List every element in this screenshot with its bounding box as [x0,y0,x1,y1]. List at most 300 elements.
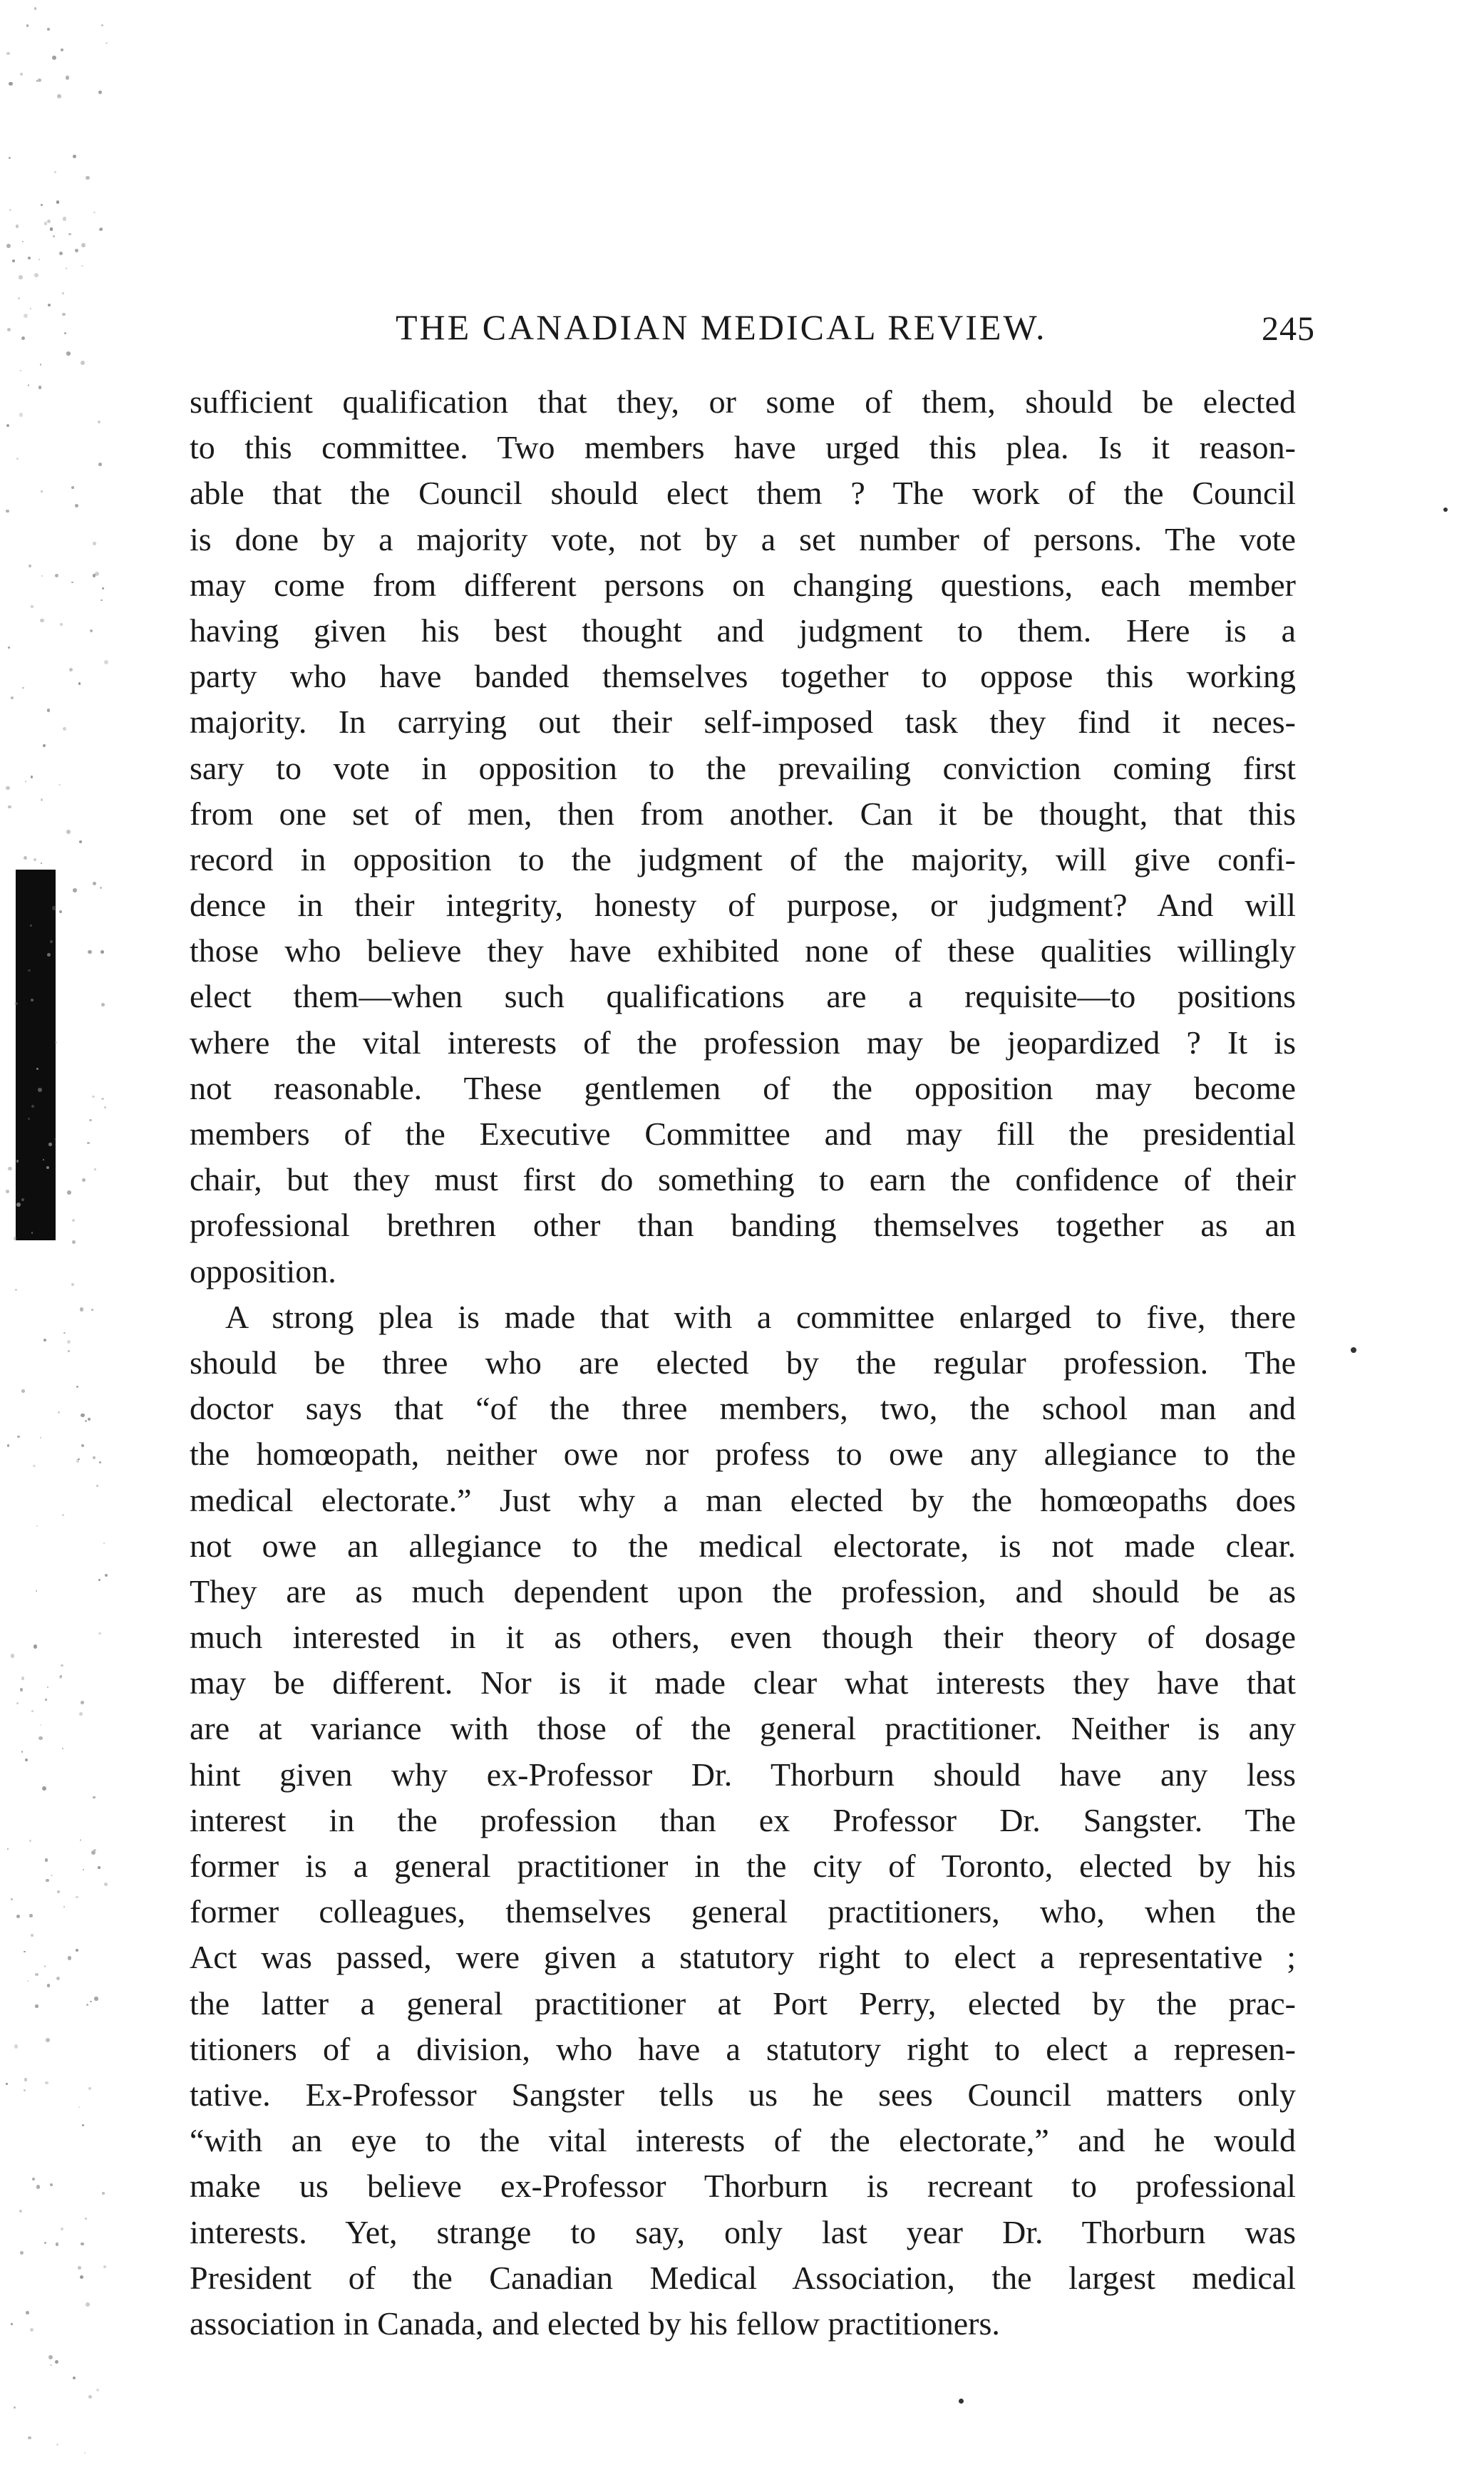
scan-speck [34,273,38,277]
scan-speck [56,1977,60,1980]
scan-speck [72,1219,75,1222]
text-line: elect them—when such qualifications are a requisite—to positions [190,978,1296,1015]
scan-speck [29,1840,31,1842]
scan-speck [68,233,71,235]
scan-speck [9,209,11,211]
text-line: sary to vote in opposition to the prevailing conviction coming first [190,749,1296,786]
scan-speck [66,76,69,79]
scan-speck [104,1883,108,1886]
scan-speck [35,2004,38,2007]
text-line: able that the Council should elect them ? The work of the Council [190,475,1296,512]
scan-speck [81,1414,84,1417]
scan-speck [98,1632,101,1635]
scan-speck [26,24,29,26]
scan-speck [57,1890,60,1893]
scan-speck [56,2243,59,2246]
scan-speck [21,1389,25,1393]
scan-speck [98,1579,101,1581]
scan-speck [57,94,61,98]
scan-speck [8,647,10,649]
scan-speck [28,2436,31,2440]
text-line: record in opposition to the judgment of the majority, will give confi- [190,840,1296,877]
text-line: to this committee. Two members have urged this plea. Is it reason- [190,429,1296,466]
scan-speck [9,82,12,86]
scan-speck [92,1096,95,1098]
scan-speck [73,888,77,892]
scan-speck [60,623,63,626]
scan-speck [14,1002,17,1005]
scan-speck [40,619,44,623]
scan-speck [55,574,58,577]
scan-speck [100,887,102,889]
scan-speck [98,91,102,94]
scan-speck [6,1190,9,1193]
scan-speck [46,1879,48,1882]
scan-speck [48,1143,51,1145]
scan-speck [25,1759,28,1761]
scan-speck [46,2038,50,2042]
stray-mark [1443,508,1448,512]
scan-speck [104,660,108,664]
scan-speck [52,56,56,60]
scan-speck [85,2218,87,2220]
scan-speck [91,1309,93,1311]
scan-speck [62,1748,63,1749]
scan-speck [41,798,43,800]
scan-speck [71,1283,74,1286]
scan-speck [21,1677,25,1680]
scan-speck [41,863,42,864]
scan-speck [44,222,47,225]
scan-margin-noise [0,0,121,2487]
scan-speck [36,1525,38,1527]
scan-speck [94,1997,98,2000]
scan-speck [12,259,15,262]
scan-speck [98,1866,101,1869]
scan-speck [93,1849,96,1851]
scan-speck [31,999,34,1002]
scan-speck [55,1041,56,1043]
scan-speck [50,227,53,230]
scan-speck [26,2311,30,2315]
scan-speck [48,2355,53,2359]
text-line: the homœopath, neither owe nor profess to owe any allegiance to the [190,1436,1296,1473]
scan-speck [47,220,51,223]
scan-speck [31,1934,34,1937]
scan-speck [16,1203,21,1207]
scan-speck [105,1574,108,1577]
scan-speck [42,1786,46,1791]
text-line: is done by a majority vote, not by a set number of persons. The vote [190,520,1296,557]
scan-speck [53,235,55,237]
text-line: may come from different persons on changing questions, each member [190,566,1296,603]
scan-speck [98,421,101,423]
scan-speck [66,267,68,269]
scan-speck [16,1702,19,1704]
scan-speck [66,351,71,356]
scan-speck [85,1420,87,1422]
scan-speck [86,176,90,180]
scan-speck [62,1514,64,1516]
page-header [396,307,1315,349]
scan-speck [7,328,11,331]
scan-speck [81,265,83,267]
scan-speck [11,1898,13,1900]
scan-speck [40,364,41,365]
scan-speck [30,2328,34,2332]
scan-speck [61,1664,63,1667]
scan-speck [48,304,51,307]
text-line: interest in the profession than ex Professor Dr. Sangster. The [190,1801,1296,1838]
scan-speck [93,212,95,213]
scan-speck [79,1712,83,1716]
scan-speck [50,2183,53,2186]
scan-speck [25,781,26,782]
text-line: President of the Canadian Medical Association, the largest medical [190,2259,1296,2296]
scan-speck [8,1167,11,1170]
scan-speck [76,1949,78,1952]
scan-speck [29,1914,33,1917]
scan-speck [36,2185,41,2189]
text-line: titioners of a division, who have a statutory right to elect a represen- [190,2030,1296,2067]
scan-speck [101,1003,105,1006]
scan-speck [32,2178,35,2180]
scan-speck [7,1444,10,1447]
scan-speck [45,1699,47,1701]
scan-speck [89,1119,92,1122]
scan-speck [66,830,71,834]
scan-speck [86,2302,90,2307]
scan-speck [31,1710,34,1712]
scan-speck [52,906,56,910]
text-line: “with an eye to the vital interests of the electorate,” and he would [190,2122,1296,2159]
scan-speck [103,2265,106,2268]
scan-speck [45,1858,48,1862]
running-head: THE CANADIAN MEDICAL REVIEW. [396,307,1047,347]
scan-speck [63,1332,66,1334]
scan-speck [9,157,11,159]
scan-speck [76,1896,78,1899]
text-line: medical electorate.” Just why a man elected by the homœopaths does [190,1481,1296,1518]
scan-speck [78,2266,81,2270]
scan-speck [59,252,63,255]
text-line: should be three who are elected by the regular profession. The [190,1344,1296,1381]
scan-speck [16,458,18,459]
scan-speck [15,1289,18,1292]
scan-speck [22,687,24,689]
text-line: interests. Yet, strange to say, only last year Dr. Thorburn was [190,2213,1296,2250]
scan-speck [68,1956,72,1960]
scan-speck [50,2364,51,2366]
scan-speck [44,2242,46,2244]
scan-speck [87,1142,89,1144]
binding-shadow [16,870,56,1240]
scan-speck [96,1485,98,1487]
scan-speck [101,950,105,954]
scan-speck [14,2406,16,2409]
scan-speck [28,969,31,972]
scan-speck [81,2243,83,2245]
scan-speck [86,2004,88,2006]
scan-speck [93,1796,96,1799]
stray-mark [959,2399,964,2404]
scan-speck [19,2210,22,2213]
text-line: dence in their integrity, honesty of purpose, or judgment? And will [190,887,1296,924]
text-line: A strong plea is made that with a committee enlarged to five, there [225,1298,1296,1335]
scan-speck [45,2081,48,2085]
scan-speck [31,776,34,778]
scan-speck [76,1386,78,1388]
scan-speck [80,1839,81,1840]
text-line: chair, but they must first do something to earn the confidence of their [190,1161,1296,1198]
scan-speck [14,2044,19,2049]
scan-speck [22,241,24,242]
scan-speck [64,332,66,334]
scan-speck [6,2083,8,2085]
scan-speck [54,171,56,173]
scan-speck [38,78,41,82]
scan-speck [62,292,65,295]
text-line: are at variance with those of the general practitioner. Neither is any [190,1710,1296,1747]
text-line: former colleagues, themselves general practitioners, who, when the [190,1893,1296,1930]
scan-speck [55,2360,58,2364]
scan-speck [33,1465,36,1468]
text-line: those who believe they have exhibited none of these qualities willingly [190,932,1296,969]
scan-speck [82,2124,84,2126]
scan-speck [61,2228,63,2230]
scan-speck [88,1418,91,1421]
scan-speck [69,668,73,671]
scan-speck [88,2087,91,2090]
scan-speck [71,486,75,490]
scan-speck [63,217,67,221]
text-line: association in Canada, and elected by his fellow practitioners. [190,2305,1000,2342]
scan-speck [24,1951,26,1953]
scan-speck [43,744,46,748]
scan-speck [93,1456,96,1459]
scan-speck [50,940,53,943]
text-line: Act was passed, were given a statutory right to elect a representative ; [190,1939,1296,1976]
scan-speck [84,2452,86,2453]
text-line: the latter a general practitioner at Port Perry, elected by the prac- [190,1984,1296,2022]
scan-speck [41,204,43,206]
scan-speck [101,1098,103,1100]
scan-speck [38,1736,43,1741]
scan-speck [101,599,103,602]
scan-speck [47,1687,48,1688]
scan-speck [11,2323,13,2325]
scan-speck [41,490,43,493]
text-line: from one set of men, then from another. Can it be thought, that this [190,795,1296,832]
article-body [190,379,1296,2347]
scan-speck [79,840,82,843]
scan-speck [19,413,23,416]
text-line: may be different. Nor is it made clear what interests they have that [190,1664,1296,1701]
scan-speck [21,1198,24,1201]
text-line: professional brethren other than banding themselves together as an [190,1207,1296,1244]
scan-speck [20,2251,24,2255]
scan-speck [34,7,37,10]
scan-speck [93,542,96,545]
scan-speck [27,1980,29,1982]
scan-speck [16,225,19,227]
scan-speck [43,1159,44,1160]
scan-speck [6,244,11,248]
paragraph [190,1294,1296,2347]
scan-speck [6,424,9,427]
scan-speck [78,2106,81,2108]
text-line: having given his best thought and judgment to them. Here is a [190,612,1296,649]
scan-speck [21,1751,23,1752]
scan-speck [30,308,31,309]
scan-speck [38,386,41,388]
scan-speck [81,243,86,247]
scan-speck [81,1701,84,1704]
scan-speck [58,1411,60,1414]
scan-speck [19,275,23,279]
scan-speck [31,605,33,607]
text-line: not owe an allegiance to the medical electorate, is not made clear. [190,1527,1296,1564]
scan-speck [6,786,10,791]
scan-speck [101,24,103,26]
scan-speck [71,582,73,584]
scan-speck [41,575,43,577]
scan-speck [8,805,11,808]
scan-speck [99,228,103,232]
text-line: not reasonable. These gentlemen of the opposition may become [190,1069,1296,1106]
scan-speck [94,1168,96,1170]
scan-speck [54,1138,56,1140]
scan-speck [24,2078,27,2081]
scan-speck [62,313,65,316]
text-line: tative. Ex-Professor Sangster tells us he sees Council matters only [190,2076,1296,2113]
scan-speck [76,1459,79,1462]
text-line: members of the Executive Committee and may fill the presidential [190,1116,1296,1152]
scan-speck [90,2001,91,2002]
scan-speck [73,2377,76,2379]
scan-speck [102,587,104,589]
scan-speck [103,1543,105,1544]
scan-speck [46,1166,49,1169]
scan-speck [24,2089,26,2091]
scan-speck [51,1875,52,1876]
scan-speck [72,1240,76,1244]
scan-speck [67,1190,71,1195]
text-line: party who have banded themselves together to oppose this working [190,658,1296,695]
scan-speck [11,1654,15,1658]
scan-speck [17,1436,20,1438]
scan-speck [81,361,85,365]
scan-speck [28,384,29,386]
scan-speck [21,336,25,340]
scan-speck [88,2395,92,2399]
scan-speck [24,856,27,860]
stray-mark [1351,1347,1356,1353]
scan-speck [75,504,78,508]
text-line: make us believe ex-Professor Thorburn is recreant to professional [190,2168,1296,2205]
scan-speck [28,1118,30,1120]
text-line: sufficient qualification that they, or some of them, should be elected [190,383,1296,420]
scan-speck [56,200,58,202]
scan-speck [6,52,10,56]
scan-speck [20,1688,23,1691]
scan-speck [80,1307,83,1311]
scan-speck [61,48,63,51]
scan-speck [47,1984,50,1987]
scan-speck [75,249,78,252]
text-line: They are as much dependent upon the profession, and should be as [190,1572,1296,1610]
scan-speck [6,510,9,513]
scan-speck [36,1590,38,1592]
scan-speck [98,463,102,466]
scan-speck [95,572,99,576]
scan-speck [81,1444,84,1447]
text-line: where the vital interests of the profession may be jeopardized ? It is [190,1024,1296,1061]
scan-speck [47,28,50,31]
scan-speck [20,370,21,371]
text-line: opposition. [190,1252,336,1289]
scan-speck [83,1869,85,1871]
scan-speck [73,155,76,158]
scan-speck [56,2444,58,2446]
scan-speck [99,1461,101,1463]
text-line: hint given why ex-Professor Dr. Thorburn should have any less [190,1756,1296,1793]
scan-speck [44,1965,46,1967]
scan-speck [68,1350,70,1352]
scan-speck [24,314,28,318]
scan-speck [14,1237,17,1240]
scan-speck [58,784,61,786]
scan-speck [88,950,91,954]
paragraph [190,379,1296,1294]
scan-speck [38,259,40,260]
scan-speck [67,1340,71,1344]
scan-speck [93,882,96,885]
scan-speck [59,910,62,913]
scan-speck [105,42,108,44]
text-line: former is a general practitioner in the city of Toronto, elected by his [190,1848,1296,1884]
scan-speck [47,709,50,711]
scan-speck [96,2389,99,2391]
scan-speck [31,1232,33,1233]
scan-speck [34,858,36,861]
scan-speck [63,1906,65,1907]
scan-speck [28,257,31,259]
scan-speck [43,1339,46,1342]
scan-speck [40,1724,41,1726]
scan-speck [11,696,14,699]
scan-speck [35,1973,38,1977]
scan-speck [7,1848,9,1850]
text-line: majority. In carrying out their self-imposed task they find it neces- [190,704,1296,741]
scan-speck [34,1644,37,1648]
page-number: 245 [1262,310,1315,348]
scan-speck [29,565,31,567]
scan-speck [104,1106,106,1108]
scan-speck [78,682,81,685]
scan-speck [82,1178,86,1182]
scan-speck [16,1915,20,1918]
scan-speck [102,2192,105,2195]
scan-speck [18,297,20,299]
scan-speck [80,2275,83,2279]
text-line: much interested in it as others, even though their theory of dosage [190,1619,1296,1656]
scan-speck [20,73,23,76]
scan-speck [90,629,93,632]
scan-speck [63,727,66,731]
scan-speck [36,1068,38,1069]
scan-speck [40,1437,41,1438]
